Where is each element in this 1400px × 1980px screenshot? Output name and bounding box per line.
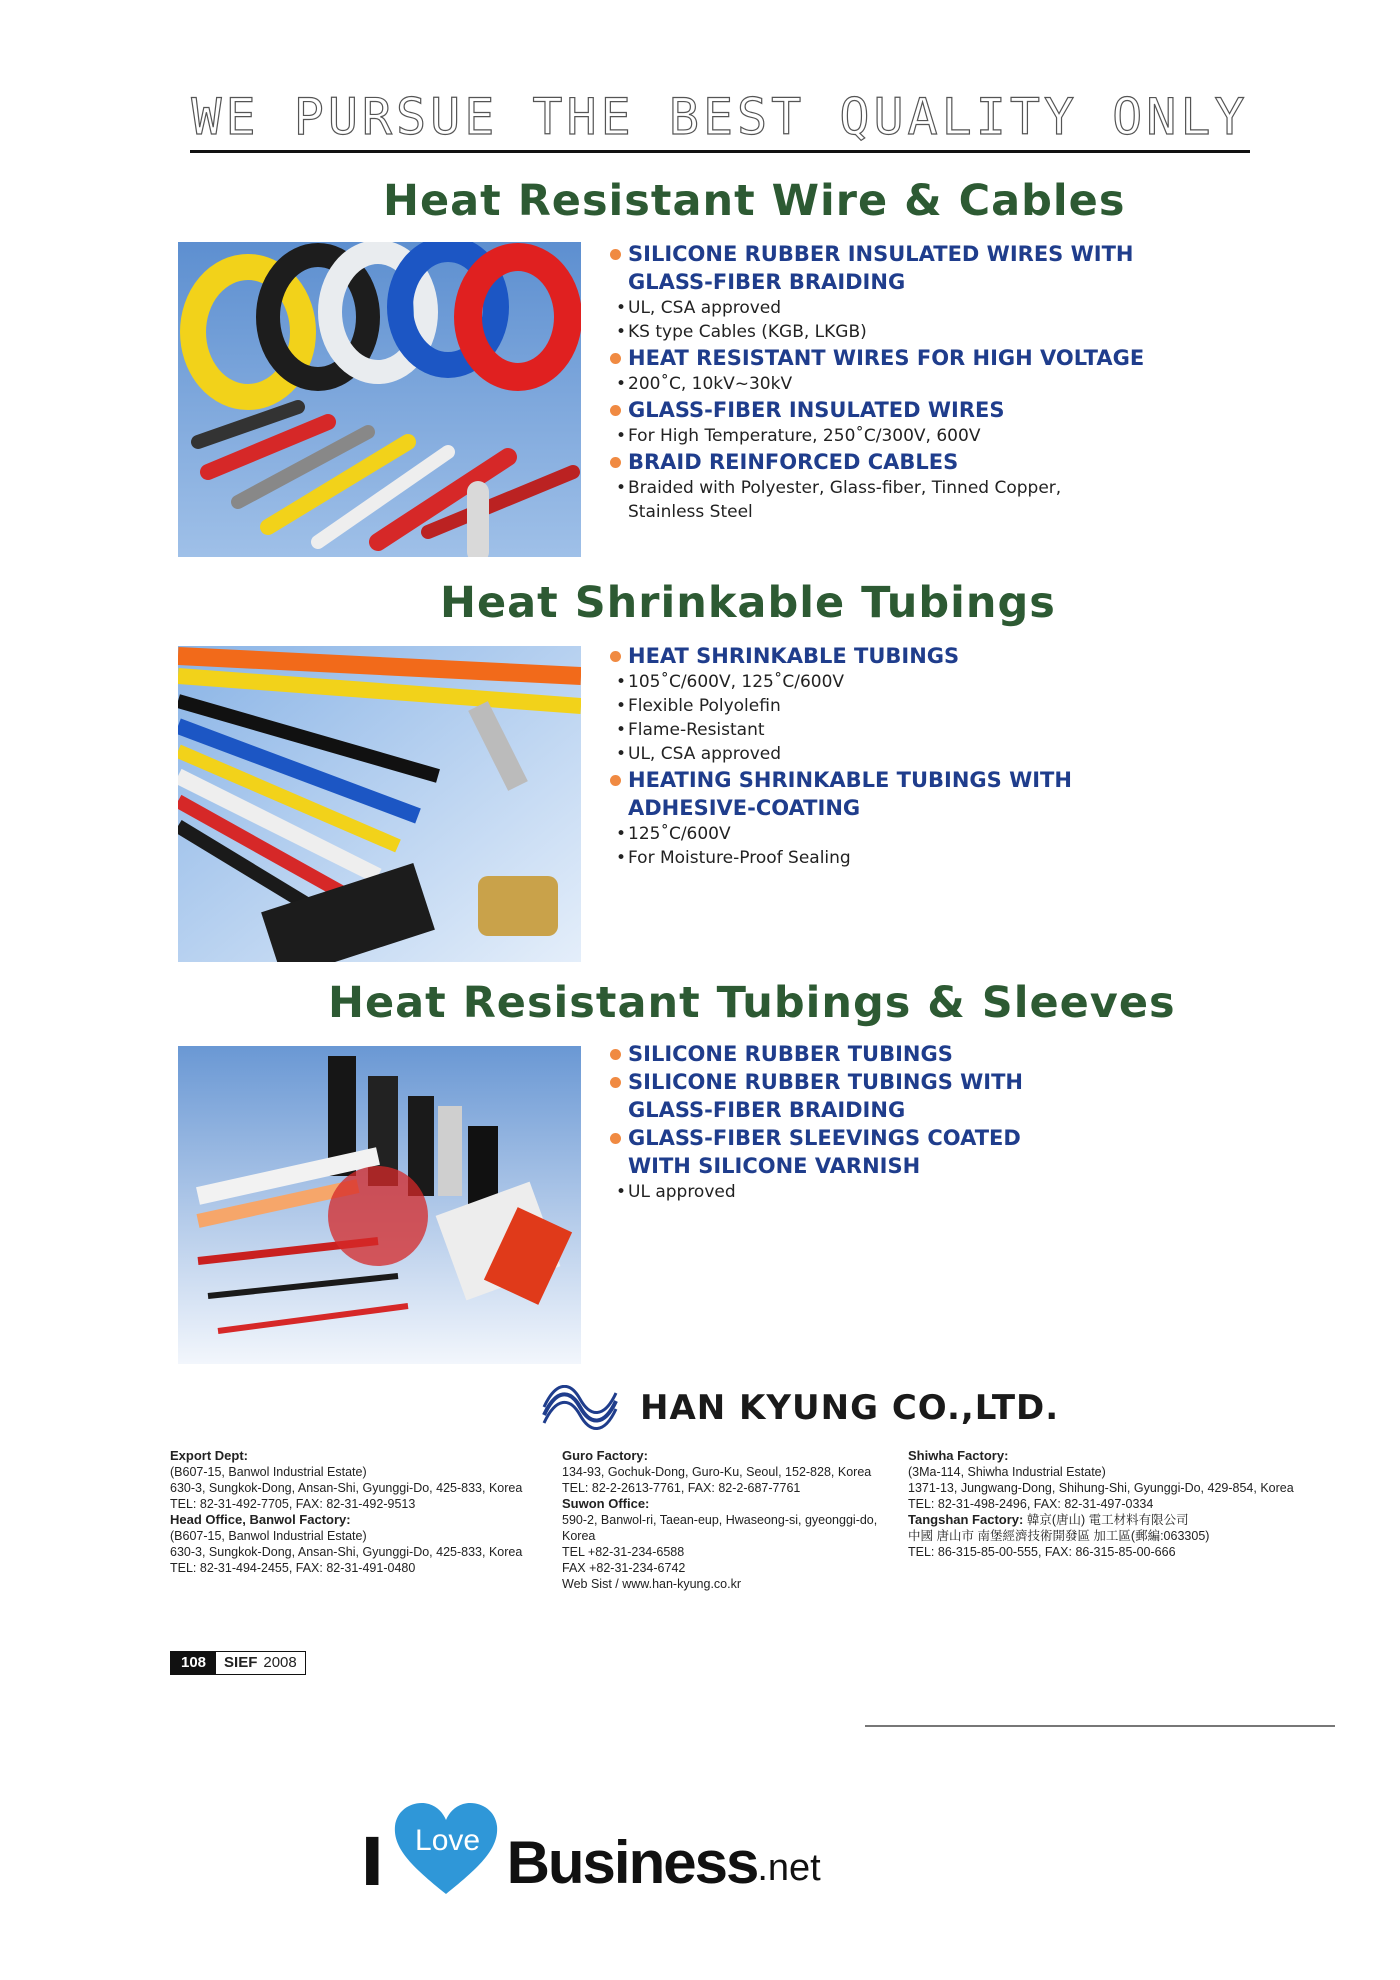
spec-item: • Flame-Resistant (616, 720, 765, 740)
spec-heading: HEAT RESISTANT WIRES FOR HIGH VOLTAGE (608, 344, 1168, 372)
page-number: 108 (171, 1652, 216, 1674)
contact-line: FAX +82-31-234-6742 (562, 1561, 686, 1575)
shrinkable-tubings-specs (608, 642, 1168, 870)
contact-line: (B607-15, Banwol Industrial Estate) (170, 1529, 367, 1543)
spec-item: • For Moisture-Proof Sealing (616, 848, 851, 868)
contact-line: (B607-15, Banwol Industrial Estate) (170, 1465, 367, 1479)
bullet-dot-icon (610, 1049, 621, 1060)
spec-heading: GLASS-FIBER SLEEVINGS COATED WITH SILICONE VARNISH (608, 1124, 1068, 1180)
brand-i: I (360, 1824, 385, 1901)
spec-heading: BRAID REINFORCED CABLES (608, 448, 1168, 476)
bullet-dot-icon (610, 457, 621, 468)
brand-business: Business (506, 1829, 758, 1896)
publication: SIEF 2008 (224, 1654, 297, 1671)
bullet-dot-icon (610, 775, 621, 786)
tagline-divider (190, 150, 1250, 153)
contact-label: Suwon Office: (562, 1496, 650, 1511)
contacts-column-3 (908, 1448, 1328, 1560)
bullet-dot-icon (610, 249, 621, 260)
company-name: HAN KYUNG CO.,LTD. (640, 1388, 1060, 1428)
spec-item: • For High Temperature, 250˚C/300V, 600V (616, 426, 981, 446)
contact-line: (3Ma-114, Shiwha Industrial Estate) (908, 1465, 1106, 1479)
shrinkable-tubings-photo (178, 646, 581, 962)
bullet-dot-icon (610, 651, 621, 662)
company-logo (540, 1385, 1059, 1431)
spec-item: • 200˚C, 10kV~30kV (616, 374, 793, 394)
contact-label: Export Dept: (170, 1448, 248, 1463)
contact-line: 中國 唐山市 南堡經濟技術開發區 加工區(郵編:063305) (908, 1529, 1210, 1543)
contact-line: TEL +82-31-234-6588 (562, 1545, 685, 1559)
spec-item: • 105˚C/600V, 125˚C/600V (616, 672, 845, 692)
contact-label: Head Office, Banwol Factory: (170, 1512, 351, 1527)
contact-label-row: Tangshan Factory: 韓京(唐山) 電工材料有限公司 (908, 1512, 1189, 1527)
contact-line: 134-93, Gochuk-Dong, Guro-Ku, Seoul, 152-828, Korea (562, 1465, 872, 1479)
wire-cables-photo (178, 242, 581, 557)
spec-item: • 125˚C/600V (616, 824, 731, 844)
tubings-sleeves-photo (178, 1046, 581, 1364)
bullet-dot-icon (610, 405, 621, 416)
spec-heading: SILICONE RUBBER INSULATED WIRES WITH GLASS-FIBER BRAIDING (608, 240, 1168, 296)
bullet-dot-icon (610, 1133, 621, 1144)
spec-item: • UL, CSA approved (616, 744, 782, 764)
contact-line: TEL: 82-31-494-2455, FAX: 82-31-491-0480 (170, 1561, 416, 1575)
bullet-dot-icon (610, 353, 621, 364)
spec-heading: SILICONE RUBBER TUBINGS (608, 1040, 1168, 1068)
spec-heading: HEATING SHRINKABLE TUBINGS WITH ADHESIVE-COATING (608, 766, 1108, 822)
spec-heading: GLASS-FIBER INSULATED WIRES (608, 396, 1168, 424)
wave-logo-icon (540, 1385, 620, 1431)
section-title-wire-cables: Heat Resistant Wire & Cables (383, 176, 1126, 226)
brand-net: .net (757, 1847, 821, 1889)
tagline: WE PURSUE THE BEST QUALITY ONLY (191, 88, 1249, 146)
contact-label: Guro Factory: (562, 1448, 648, 1463)
contact-line: Web Sist / www.han-kyung.co.kr (562, 1577, 742, 1591)
spec-item: • KS type Cables (KGB, LKGB) (616, 322, 867, 342)
contacts-column-1 (170, 1448, 550, 1576)
tubings-sleeves-specs (608, 1040, 1168, 1204)
contact-line: 590-2, Banwol-ri, Taean-eup, Hwaseong-si, gyeonggi-do, Korea (562, 1513, 878, 1543)
spec-item: • Braided with Polyester, Glass-fiber, Tinned Copper, Stainless Steel (616, 478, 1062, 522)
contact-line: 630-3, Sungkok-Dong, Ansan-Shi, Gyunggi-Do, 425-833, Korea (170, 1545, 523, 1559)
contact-line: TEL: 86-315-85-00-555, FAX: 86-315-85-00-666 (908, 1545, 1176, 1559)
section-title-tubings-sleeves: Heat Resistant Tubings & Sleeves (328, 978, 1176, 1028)
contact-label: Shiwha Factory: (908, 1448, 1009, 1463)
contact-line: TEL: 82-31-492-7705, FAX: 82-31-492-9513 (170, 1497, 416, 1511)
bullet-dot-icon (610, 1077, 621, 1088)
ilovebusiness-logo (360, 1800, 821, 1901)
brand-love: Love (415, 1824, 481, 1857)
spec-heading: SILICONE RUBBER TUBINGS WITH GLASS-FIBER BRAIDING (608, 1068, 1068, 1124)
wire-cables-specs (608, 240, 1168, 524)
contacts-column-2 (562, 1448, 892, 1592)
spec-item: • UL, CSA approved (616, 298, 782, 318)
bottom-divider (865, 1725, 1335, 1727)
contact-line: 1371-13, Jungwang-Dong, Shihung-Shi, Gyunggi-Do, 429-854, Korea (908, 1481, 1294, 1495)
spec-item: • UL approved (616, 1182, 736, 1202)
spec-item: • Flexible Polyolefin (616, 696, 781, 716)
contact-line: 630-3, Sungkok-Dong, Ansan-Shi, Gyunggi-Do, 425-833, Korea (170, 1481, 523, 1495)
page-number-box (170, 1651, 306, 1675)
heart-icon (391, 1800, 501, 1896)
contact-line: TEL: 82-2-2613-7761, FAX: 82-2-687-7761 (562, 1481, 801, 1495)
spec-heading: HEAT SHRINKABLE TUBINGS (608, 642, 1168, 670)
section-title-shrinkable-tubings: Heat Shrinkable Tubings (440, 578, 1056, 628)
contact-line: TEL: 82-31-498-2496, FAX: 82-31-497-0334 (908, 1497, 1154, 1511)
